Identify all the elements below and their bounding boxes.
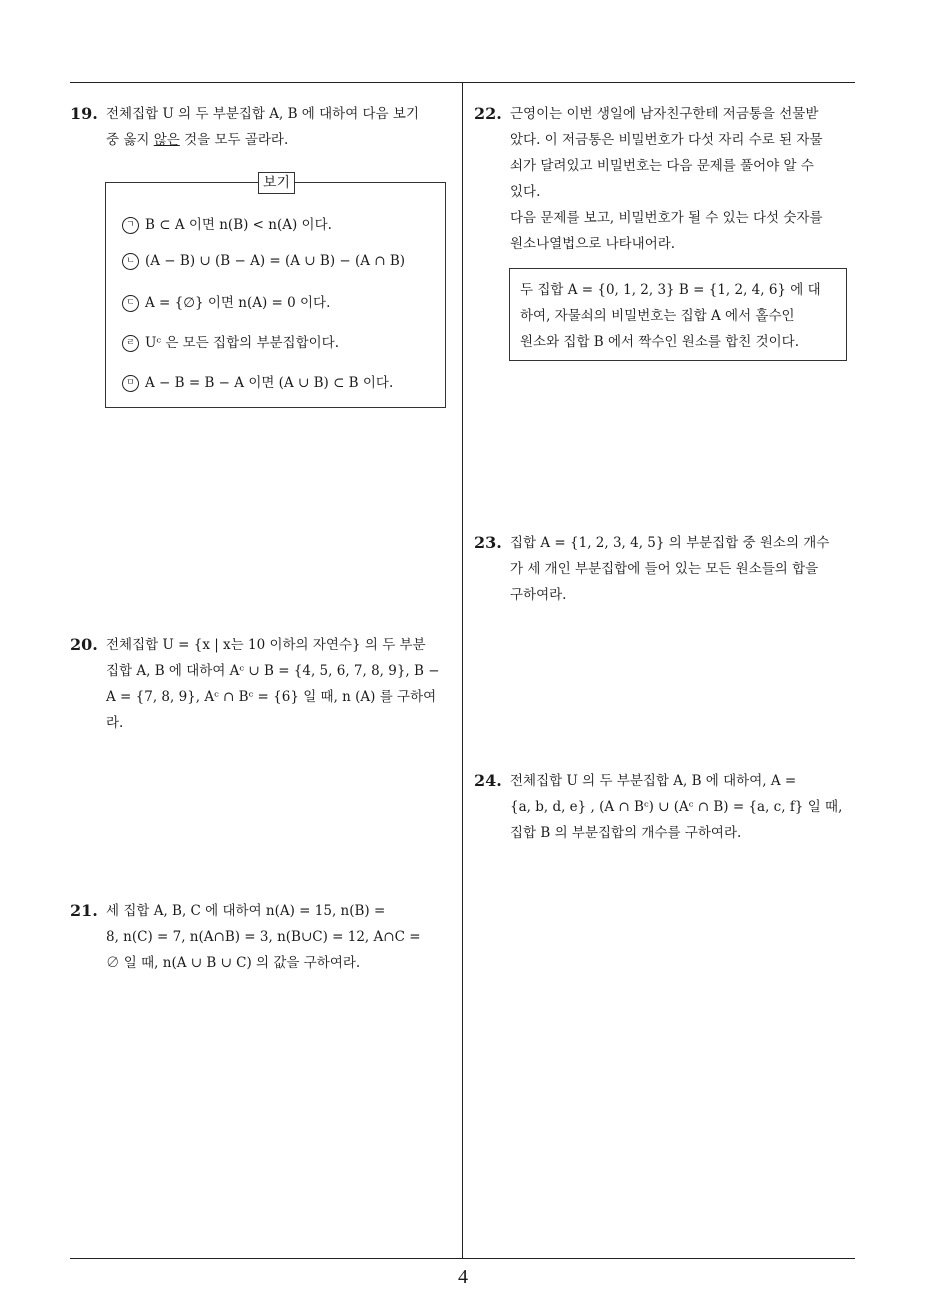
bottom-rule: [70, 1258, 855, 1259]
question-text-line: 가 세 개인 부분집합에 들어 있는 모든 원소들의 합을: [510, 561, 819, 577]
bogi-title: 보기: [258, 172, 295, 194]
circled-mark: ㄹ: [122, 335, 139, 352]
question-text-line: 원소나열법으로 나타내어라.: [510, 236, 676, 252]
condition-line: 원소와 집합 B 에서 짝수인 원소를 합친 것이다.: [520, 334, 799, 350]
circled-mark: ㄴ: [122, 253, 139, 270]
question-text-line: 있다.: [510, 184, 541, 200]
question-number: 20.: [70, 635, 98, 654]
question-text-line: 집합 B 의 부분집합의 개수를 구하여라.: [510, 825, 742, 841]
question-text-line: ∅ 일 때, n(A ∪ B ∪ C) 의 값을 구하여라.: [106, 955, 361, 971]
question-text-line: 다음 문제를 보고, 비밀번호가 될 수 있는 다섯 숫자를: [510, 210, 823, 226]
condition-line: 하여, 자물쇠의 비밀번호는 집합 A 에서 홀수인: [520, 308, 795, 324]
question-number: 24.: [474, 771, 502, 790]
question-text-line: 세 집합 A, B, C 에 대하여 n(A) = 15, n(B) =: [106, 903, 386, 919]
bogi-box: [105, 175, 446, 408]
question-number: 22.: [474, 104, 502, 123]
question-text-line: 8, n(C) = 7, n(A∩B) = 3, n(B∪C) = 12, A∩C =: [106, 929, 421, 945]
circled-mark: ㄱ: [122, 217, 139, 234]
bogi-item: ㄴ (A − B) ∪ (B − A) = (A ∪ B) − (A ∩ B): [122, 253, 405, 270]
question-text-line: {a, b, d, e} , (A ∩ Bᶜ) ∪ (Aᶜ ∩ B) = {a, c, f} 일 때,: [510, 799, 843, 815]
underlined-word: 않은: [153, 132, 180, 148]
question-22: [474, 101, 859, 257]
page-number: 4: [458, 1266, 468, 1288]
condition-box: [509, 268, 847, 361]
bogi-item: ㄷ A = {∅} 이면 n(A) = 0 이다.: [122, 291, 330, 312]
question-text-line: 구하여라.: [510, 587, 567, 603]
circled-mark: ㅁ: [122, 375, 139, 392]
question-text-line: 중 옳지 않은 것을 모두 골라라.: [106, 132, 289, 148]
question-24: [474, 768, 859, 846]
question-number: 19.: [70, 104, 98, 123]
question-number: 21.: [70, 901, 98, 920]
question-text-line: 전체집합 U 의 두 부분집합 A, B 에 대하여, A =: [510, 773, 797, 789]
circled-mark: ㄷ: [122, 295, 139, 312]
question-23: [474, 530, 859, 608]
question-text-line: 전체집합 U 의 두 부분집합 A, B 에 대하여 다음 보기: [106, 106, 419, 122]
bogi-item: ㅁ A − B = B − A 이면 (A ∪ B) ⊂ B 이다.: [122, 371, 393, 392]
question-19: [70, 101, 455, 153]
column-divider: [462, 82, 463, 1258]
bogi-item: ㄹ Uᶜ 은 모든 집합의 부분집합이다.: [122, 331, 339, 352]
question-text-line: A = {7, 8, 9}, Aᶜ ∩ Bᶜ = {6} 일 때, n (A) 를 구하여: [106, 689, 437, 705]
question-text-line: 쇠가 달려있고 비밀번호는 다음 문제를 풀어야 알 수: [510, 158, 814, 174]
condition-line: 두 집합 A = {0, 1, 2, 3} B = {1, 2, 4, 6} 에 대: [520, 282, 821, 298]
question-text-line: 았다. 이 저금통은 비밀번호가 다섯 자리 수로 된 자물: [510, 132, 823, 148]
question-text-line: 라.: [106, 715, 124, 731]
question-20: [70, 632, 455, 736]
bogi-item: ㄱ B ⊂ A 이면 n(B) < n(A) 이다.: [122, 213, 332, 234]
question-text-line: 집합 A, B 에 대하여 Aᶜ ∪ B = {4, 5, 6, 7, 8, 9}, B −: [106, 663, 440, 679]
question-text-line: 전체집합 U = {x | x는 10 이하의 자연수} 의 두 부분: [106, 637, 426, 653]
question-text-line: 집합 A = {1, 2, 3, 4, 5} 의 부분집합 중 원소의 개수: [510, 535, 830, 551]
question-21: [70, 898, 455, 976]
question-text-line: 근영이는 이번 생일에 남자친구한테 저금통을 선물받: [510, 106, 819, 122]
question-number: 23.: [474, 533, 502, 552]
